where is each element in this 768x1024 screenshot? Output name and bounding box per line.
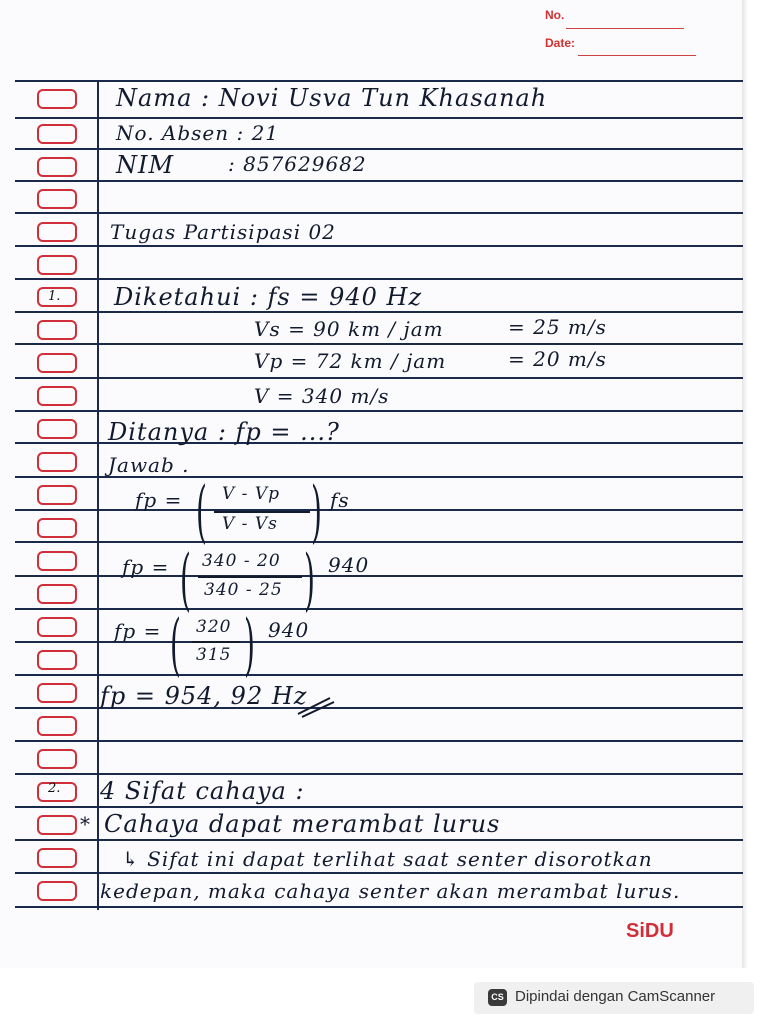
margin-box bbox=[37, 353, 77, 373]
margin-box bbox=[37, 716, 77, 736]
known-vs: Vs = 90 km / jam bbox=[254, 317, 444, 341]
formula2-fraction-bar bbox=[198, 576, 302, 578]
formula2-numerator: 340 - 20 bbox=[202, 551, 281, 571]
margin-box bbox=[37, 485, 77, 505]
formula3-lhs: fp = bbox=[114, 619, 162, 643]
formula2-denominator: 340 - 25 bbox=[204, 580, 283, 600]
margin-box bbox=[37, 683, 77, 703]
bullet-star: * bbox=[80, 812, 91, 836]
light-property-explanation-1: ↳ Sifat ini dapat terlihat saat senter disorotkan bbox=[122, 847, 653, 871]
formula2-multiplier: 940 bbox=[328, 553, 370, 577]
student-nim-label: NIM bbox=[116, 151, 175, 179]
no-line bbox=[566, 28, 684, 29]
page-edge bbox=[742, 0, 748, 968]
margin-box bbox=[37, 881, 77, 901]
formula2-lhs: fp = bbox=[122, 555, 170, 579]
margin-box bbox=[37, 255, 77, 275]
margin-box bbox=[37, 617, 77, 637]
formula3-denominator: 315 bbox=[196, 645, 232, 665]
margin-box bbox=[37, 419, 77, 439]
margin-box bbox=[37, 518, 77, 538]
ruled-line bbox=[15, 839, 743, 841]
date-label: Date: bbox=[545, 36, 576, 50]
formula3-close-paren: ) bbox=[244, 605, 255, 685]
sidu-logo: SiDU bbox=[626, 920, 674, 942]
margin-box bbox=[37, 452, 77, 472]
ruled-line bbox=[15, 872, 743, 874]
formula1-open-paren: ( bbox=[196, 472, 207, 552]
formula3-open-paren: ( bbox=[170, 605, 181, 685]
light-property-explanation-2: kedepan, maka cahaya senter akan merambat lurus. bbox=[100, 879, 681, 903]
ruled-line bbox=[15, 117, 743, 119]
formula1-close-paren: ) bbox=[311, 472, 322, 552]
student-nim-value: : 857629682 bbox=[228, 152, 367, 176]
margin-box bbox=[37, 584, 77, 604]
ruled-line bbox=[15, 773, 743, 775]
problem-number-1: 1. bbox=[48, 289, 61, 304]
assignment-title: Tugas Partisipasi 02 bbox=[110, 220, 336, 244]
student-name: Nama : Novi Usva Tun Khasanah bbox=[116, 84, 548, 112]
ruled-line bbox=[15, 180, 743, 182]
problem-number-2: 2. bbox=[48, 781, 61, 796]
camscanner-icon: CS bbox=[488, 989, 507, 1006]
margin-box bbox=[37, 848, 77, 868]
ruled-line bbox=[15, 410, 743, 412]
ruled-line bbox=[15, 148, 743, 150]
ruled-line bbox=[15, 343, 743, 345]
light-property-point: Cahaya dapat merambat lurus bbox=[104, 810, 501, 838]
formula1-fraction-bar bbox=[214, 511, 310, 513]
margin-box bbox=[37, 386, 77, 406]
margin-box bbox=[37, 815, 77, 835]
formula2-close-paren: ) bbox=[304, 540, 315, 620]
margin-box bbox=[37, 749, 77, 769]
known-vs-ms: = 25 m/s bbox=[508, 315, 607, 339]
asked-fp: Ditanya : fp = ...? bbox=[108, 418, 340, 446]
formula3-numerator: 320 bbox=[196, 617, 232, 637]
result-double-slash bbox=[296, 694, 336, 718]
ruled-line bbox=[15, 674, 743, 676]
answer-label: Jawab . bbox=[108, 453, 190, 477]
ruled-line bbox=[15, 278, 743, 280]
formula1-denominator: V - Vs bbox=[222, 514, 278, 534]
formula1-numerator: V - Vp bbox=[222, 484, 280, 504]
margin-box bbox=[37, 320, 77, 340]
margin-box bbox=[37, 157, 77, 177]
known-vp-ms: = 20 m/s bbox=[508, 347, 607, 371]
ruled-line bbox=[15, 80, 743, 82]
ruled-line bbox=[15, 311, 743, 313]
final-result: fp = 954, 92 Hz bbox=[100, 682, 308, 710]
ruled-line bbox=[15, 509, 743, 511]
known-vp: Vp = 72 km / jam bbox=[254, 349, 447, 373]
ruled-line bbox=[15, 740, 743, 742]
ruled-line bbox=[15, 608, 743, 610]
margin-line bbox=[97, 80, 99, 910]
formula3-multiplier: 940 bbox=[268, 618, 310, 642]
margin-box bbox=[37, 124, 77, 144]
ruled-line bbox=[15, 906, 743, 908]
known-v: V = 340 m/s bbox=[254, 384, 390, 408]
light-properties-heading: 4 Sifat cahaya : bbox=[100, 777, 305, 805]
student-absen: No. Absen : 21 bbox=[116, 121, 280, 145]
ruled-line bbox=[15, 212, 743, 214]
margin-box bbox=[37, 89, 77, 109]
no-label: No. bbox=[545, 8, 565, 22]
formula3-fraction-bar bbox=[192, 641, 240, 643]
formula1-lhs: fp = bbox=[135, 488, 183, 512]
formula2-open-paren: ( bbox=[180, 540, 191, 620]
ruled-line bbox=[15, 541, 743, 543]
margin-box bbox=[37, 189, 77, 209]
ruled-line bbox=[15, 806, 743, 808]
margin-box bbox=[37, 551, 77, 571]
margin-box bbox=[37, 222, 77, 242]
ruled-line bbox=[15, 377, 743, 379]
camscanner-text: Dipindai dengan CamScanner bbox=[515, 988, 716, 1005]
ruled-line bbox=[15, 245, 743, 247]
date-line bbox=[578, 55, 696, 56]
formula1-multiplier: fs bbox=[330, 488, 350, 512]
known-fs: Diketahui : fs = 940 Hz bbox=[114, 283, 423, 311]
margin-box bbox=[37, 650, 77, 670]
